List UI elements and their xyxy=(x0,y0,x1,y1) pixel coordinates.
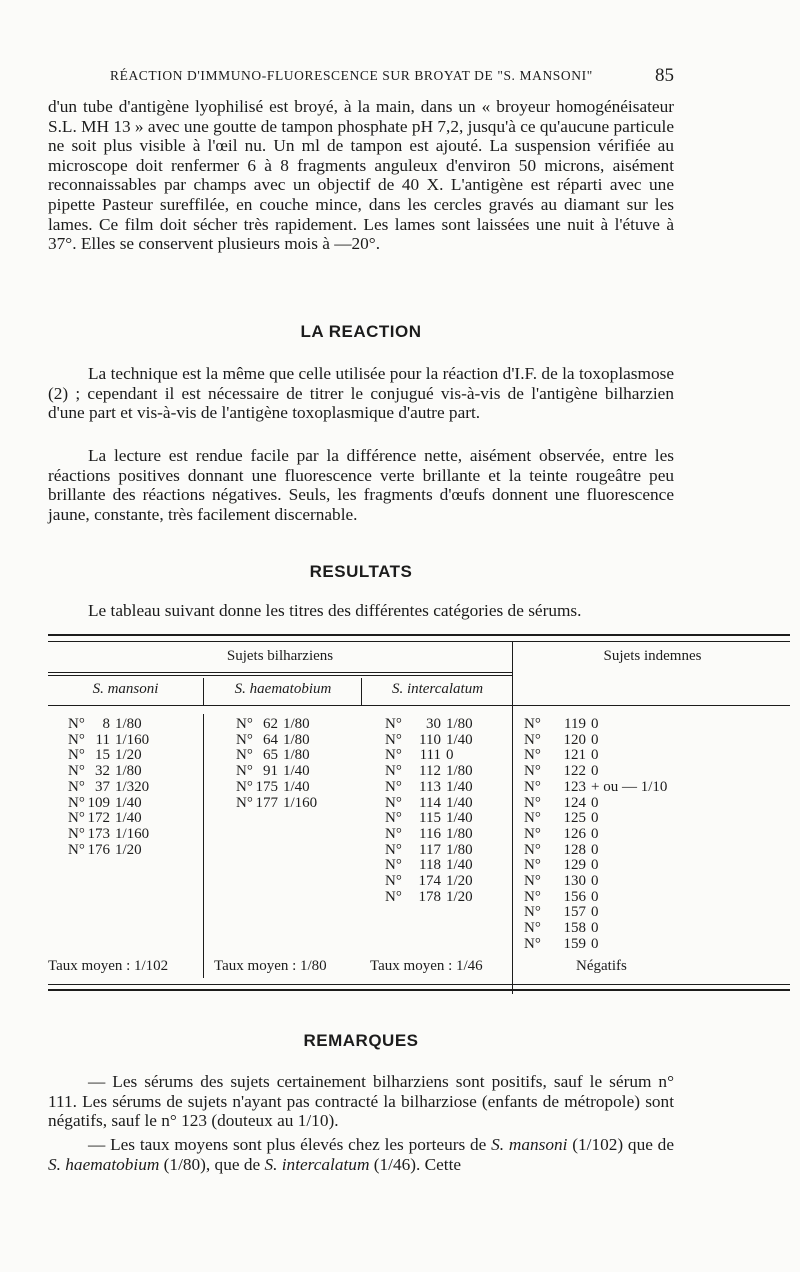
row-serum-number: 178 xyxy=(418,888,441,905)
table-row xyxy=(68,811,149,827)
table-row xyxy=(68,733,149,749)
table-row xyxy=(68,843,149,859)
row-titre: 1/160 xyxy=(115,825,150,842)
row-no-prefix: N° xyxy=(524,825,541,842)
table-top-rule xyxy=(48,634,790,636)
row-no-prefix: N° xyxy=(524,935,541,952)
row-serum-number: 62 xyxy=(263,716,278,732)
row-no-prefix: N° xyxy=(385,857,402,874)
table-row xyxy=(385,811,473,827)
row-no-prefix: N° xyxy=(385,716,402,732)
row-no-prefix: N° xyxy=(524,904,541,921)
row-serum-number: 116 xyxy=(419,825,441,842)
table-row xyxy=(236,780,317,796)
row-serum-number: 37 xyxy=(95,778,110,795)
species-intercalatum: S. intercalatum xyxy=(264,1154,370,1174)
row-titre: 1/80 xyxy=(115,716,142,732)
row-serum-number: 64 xyxy=(263,731,278,748)
remarques-paragraph-1: — Les sérums des sujets certainement bilharziens sont positifs, sauf le sérum n° 111. Les sérums de sujets n'ayant pas contracté la bilharziose (enfants de métropole) sont négatifs, sauf le n° 123 (douteux au 1/10). xyxy=(48,1072,674,1131)
row-titre: 1/80 xyxy=(446,825,473,842)
row-titre: 1/40 xyxy=(446,810,473,827)
row-no-prefix: N° xyxy=(524,873,541,890)
row-no-prefix: N° xyxy=(68,763,85,780)
row-titre: 1/40 xyxy=(283,763,310,780)
row-no-prefix: N° xyxy=(524,794,541,811)
resultats-intro: Le tableau suivant donne les titres des différentes catégories de sérums. xyxy=(88,601,582,620)
row-no-prefix: N° xyxy=(524,857,541,874)
row-serum-number: 158 xyxy=(563,920,586,937)
row-no-prefix: N° xyxy=(385,794,402,811)
footer-haematobium: Taux moyen : 1/80 xyxy=(214,958,327,974)
table-row xyxy=(68,717,149,733)
row-no-prefix: N° xyxy=(524,716,541,732)
row-serum-number: 175 xyxy=(255,778,278,795)
row-serum-number: 176 xyxy=(87,841,110,858)
row-serum-number: 30 xyxy=(426,716,441,732)
table-row xyxy=(524,921,667,937)
row-titre: 1/40 xyxy=(446,857,473,874)
table-row xyxy=(68,796,149,812)
table-row xyxy=(524,858,667,874)
table-row xyxy=(385,748,473,764)
species-haematobium: S. haematobium xyxy=(48,1154,160,1174)
header-rule-left xyxy=(48,672,512,673)
table-row xyxy=(385,780,473,796)
row-titre: 1/20 xyxy=(115,841,142,858)
row-no-prefix: N° xyxy=(524,920,541,937)
row-titre: 1/40 xyxy=(446,731,473,748)
row-titre: 1/80 xyxy=(446,716,473,732)
row-titre: 0 xyxy=(446,747,454,764)
row-serum-number: 128 xyxy=(563,841,586,858)
row-no-prefix: N° xyxy=(385,841,402,858)
table-row xyxy=(68,827,149,843)
table-row xyxy=(385,764,473,780)
table-row xyxy=(524,843,667,859)
table-row xyxy=(385,890,473,906)
table-row xyxy=(385,796,473,812)
header-rule-left-2 xyxy=(48,675,512,676)
running-title: RÉACTION D'IMMUNO-FLUORESCENCE SUR BROYAT DE "S. MANSONI" xyxy=(110,68,593,83)
row-serum-number: 123 xyxy=(563,778,586,795)
row-titre: 0 xyxy=(591,825,599,842)
row-titre: 0 xyxy=(591,810,599,827)
separator-indemnes xyxy=(512,642,513,994)
row-serum-number: 157 xyxy=(563,904,586,921)
table-row xyxy=(236,796,317,812)
row-no-prefix: N° xyxy=(68,794,85,811)
row-titre: 1/160 xyxy=(115,731,150,748)
row-no-prefix: N° xyxy=(524,841,541,858)
row-no-prefix: N° xyxy=(385,810,402,827)
row-no-prefix: N° xyxy=(236,731,253,748)
row-titre: 1/20 xyxy=(115,747,142,764)
row-titre: 0 xyxy=(591,841,599,858)
row-serum-number: 65 xyxy=(263,747,278,764)
table-row xyxy=(524,796,667,812)
row-serum-number: 115 xyxy=(419,810,441,827)
table-row xyxy=(524,937,667,953)
header-rule-full xyxy=(48,705,790,706)
row-no-prefix: N° xyxy=(524,810,541,827)
table-row xyxy=(524,890,667,906)
row-serum-number: 156 xyxy=(563,888,586,905)
row-titre: 0 xyxy=(591,888,599,905)
table-row xyxy=(236,717,317,733)
row-serum-number: 109 xyxy=(87,794,110,811)
row-serum-number: 159 xyxy=(563,935,586,952)
row-no-prefix: N° xyxy=(68,778,85,795)
header-sujets-indemnes: Sujets indemnes xyxy=(603,648,702,664)
table-row xyxy=(385,858,473,874)
column-mansoni xyxy=(68,717,149,858)
table-row xyxy=(524,827,667,843)
row-serum-number: 118 xyxy=(419,857,441,874)
table-row xyxy=(524,811,667,827)
row-serum-number: 173 xyxy=(87,825,110,842)
row-serum-number: 91 xyxy=(263,763,278,780)
table-row xyxy=(236,764,317,780)
row-titre: 1/80 xyxy=(283,731,310,748)
row-serum-number: 174 xyxy=(418,873,441,890)
row-titre: 1/40 xyxy=(283,778,310,795)
row-titre: 0 xyxy=(591,731,599,748)
footer-mansoni: Taux moyen : 1/102 xyxy=(48,958,169,974)
row-no-prefix: N° xyxy=(385,778,402,795)
row-titre: 0 xyxy=(591,747,599,764)
table-row xyxy=(524,748,667,764)
row-serum-number: 8 xyxy=(102,716,110,732)
row-serum-number: 15 xyxy=(95,747,110,764)
row-titre: 1/80 xyxy=(283,747,310,764)
species-mansoni: S. mansoni xyxy=(491,1135,568,1154)
row-titre: 0 xyxy=(591,794,599,811)
row-titre: 1/80 xyxy=(446,841,473,858)
table-row xyxy=(524,780,667,796)
section-heading-remarques: REMARQUES xyxy=(303,1031,419,1050)
column-intercalatum xyxy=(385,717,473,905)
row-no-prefix: N° xyxy=(68,731,85,748)
column-haematobium xyxy=(236,717,317,811)
table-top-rule-2 xyxy=(48,641,790,642)
footer-intercalatum: Taux moyen : 1/46 xyxy=(370,958,483,974)
row-titre: 0 xyxy=(591,873,599,890)
row-no-prefix: N° xyxy=(385,763,402,780)
row-serum-number: 113 xyxy=(419,778,441,795)
row-no-prefix: N° xyxy=(68,810,85,827)
row-no-prefix: N° xyxy=(68,825,85,842)
row-serum-number: 125 xyxy=(563,810,586,827)
row-no-prefix: N° xyxy=(524,763,541,780)
table-row xyxy=(68,764,149,780)
table-bottom-rule xyxy=(48,984,790,985)
row-serum-number: 124 xyxy=(563,794,586,811)
row-no-prefix: N° xyxy=(524,778,541,795)
row-no-prefix: N° xyxy=(524,731,541,748)
column-indemnes xyxy=(524,717,667,953)
row-serum-number: 177 xyxy=(255,794,278,811)
table-row xyxy=(524,905,667,921)
row-serum-number: 126 xyxy=(563,825,586,842)
row-titre: 1/160 xyxy=(283,794,318,811)
row-serum-number: 129 xyxy=(563,857,586,874)
row-serum-number: 32 xyxy=(95,763,110,780)
row-titre: 1/40 xyxy=(115,810,142,827)
table-row xyxy=(524,733,667,749)
row-titre: + ou — 1/10 xyxy=(591,778,668,795)
row-no-prefix: N° xyxy=(236,763,253,780)
row-titre: 1/20 xyxy=(446,873,473,890)
table-row xyxy=(236,748,317,764)
remarques-paragraph-2: — Les taux moyens sont plus élevés chez les porteurs de S. mansoni (1/102) que de S. haematobium (1/80), que de S. intercalatum (1/46). Cette xyxy=(48,1135,674,1174)
table-row xyxy=(524,764,667,780)
row-no-prefix: N° xyxy=(385,888,402,905)
row-serum-number: 119 xyxy=(564,716,586,732)
row-serum-number: 120 xyxy=(563,731,586,748)
row-no-prefix: N° xyxy=(68,841,85,858)
row-titre: 1/20 xyxy=(446,888,473,905)
table-row xyxy=(68,780,149,796)
header-intercalatum: S. intercalatum xyxy=(391,681,484,697)
row-titre: 0 xyxy=(591,763,599,780)
section-heading-reaction: LA REACTION xyxy=(300,322,422,341)
row-no-prefix: N° xyxy=(68,747,85,764)
table-row xyxy=(385,717,473,733)
table-bottom-rule-2 xyxy=(48,989,790,991)
row-no-prefix: N° xyxy=(524,888,541,905)
row-titre: 1/320 xyxy=(115,778,150,795)
row-no-prefix: N° xyxy=(236,778,253,795)
page-number: 85 xyxy=(655,65,674,86)
row-titre: 1/80 xyxy=(115,763,142,780)
row-titre: 0 xyxy=(591,935,599,952)
table-row xyxy=(385,874,473,890)
row-serum-number: 122 xyxy=(563,763,586,780)
row-serum-number: 110 xyxy=(419,731,441,748)
row-no-prefix: N° xyxy=(68,716,85,732)
row-titre: 0 xyxy=(591,716,599,732)
row-no-prefix: N° xyxy=(236,716,253,732)
row-titre: 1/40 xyxy=(446,794,473,811)
table-row xyxy=(385,843,473,859)
row-serum-number: 172 xyxy=(87,810,110,827)
row-titre: 1/40 xyxy=(115,794,142,811)
row-serum-number: 121 xyxy=(563,747,586,764)
row-serum-number: 111 xyxy=(419,747,441,764)
row-no-prefix: N° xyxy=(524,747,541,764)
row-no-prefix: N° xyxy=(236,794,253,811)
header-sujets-bilharziens: Sujets bilharziens xyxy=(226,648,334,664)
row-serum-number: 112 xyxy=(419,763,441,780)
footer-indemnes: Négatifs xyxy=(576,958,627,974)
row-serum-number: 11 xyxy=(95,731,110,748)
row-serum-number: 117 xyxy=(419,841,441,858)
header-mansoni: S. mansoni xyxy=(92,681,159,697)
row-no-prefix: N° xyxy=(385,873,402,890)
row-no-prefix: N° xyxy=(236,747,253,764)
table-row xyxy=(524,717,667,733)
separator-mansoni-body xyxy=(203,714,204,978)
table-row xyxy=(524,874,667,890)
row-no-prefix: N° xyxy=(385,747,402,764)
table-row xyxy=(68,748,149,764)
row-no-prefix: N° xyxy=(385,825,402,842)
table-row xyxy=(236,733,317,749)
row-titre: 1/80 xyxy=(446,763,473,780)
row-serum-number: 114 xyxy=(419,794,441,811)
section-heading-resultats: RESULTATS xyxy=(309,562,413,581)
table-row xyxy=(385,733,473,749)
row-serum-number: 130 xyxy=(563,873,586,890)
row-titre: 0 xyxy=(591,920,599,937)
table-row xyxy=(385,827,473,843)
reaction-paragraph-1: La technique est la même que celle utilisée pour la réaction d'I.F. de la toxoplasmose (2) ; cependant il est nécessaire de titrer le conjugué vis-à-vis de l'antigène bilharzien d'une part et vis-à-vis de l'antigène toxoplasmique d'autre part. xyxy=(48,364,674,423)
row-no-prefix: N° xyxy=(385,731,402,748)
reaction-paragraph-2: La lecture est rendue facile par la différence nette, aisément observée, entre les réactions positives donnant une fluorescence verte brillante et la teinte rougeâtre peu brillante des réactions négatives. Seuls, les fragments d'œufs donnent une fluorescence jaune, constante, très facilement discernable. xyxy=(48,446,674,524)
row-titre: 0 xyxy=(591,904,599,921)
row-titre: 1/80 xyxy=(283,716,310,732)
row-titre: 0 xyxy=(591,857,599,874)
header-haematobium: S. haematobium xyxy=(234,681,332,697)
intro-paragraph: d'un tube d'antigène lyophilisé est broyé, à la main, dans un « broyeur homogénéisateur S.L. MH 13 » avec une goutte de tampon phosphate pH 7,2, jusqu'à ce qu'aucune particule ne soit plus visible à l'œil nu. Un ml de tampon est ajouté. La suspension vérifiée au microscope doit renfermer 6 à 8 fragments anguleux d'environ 50 microns, aisément reconnaissables par champs avec un objectif de 40 X. L'antigène est réparti avec une pipette Pasteur sureffilée, en couche mince, dans les cercles gravés au diamant sur les lames. Ce film doit sécher très rapidement. Les lames sont laissées une nuit à l'étuve à 37°. Elles se conservent plusieurs mois à —20°. xyxy=(48,97,674,254)
row-titre: 1/40 xyxy=(446,778,473,795)
